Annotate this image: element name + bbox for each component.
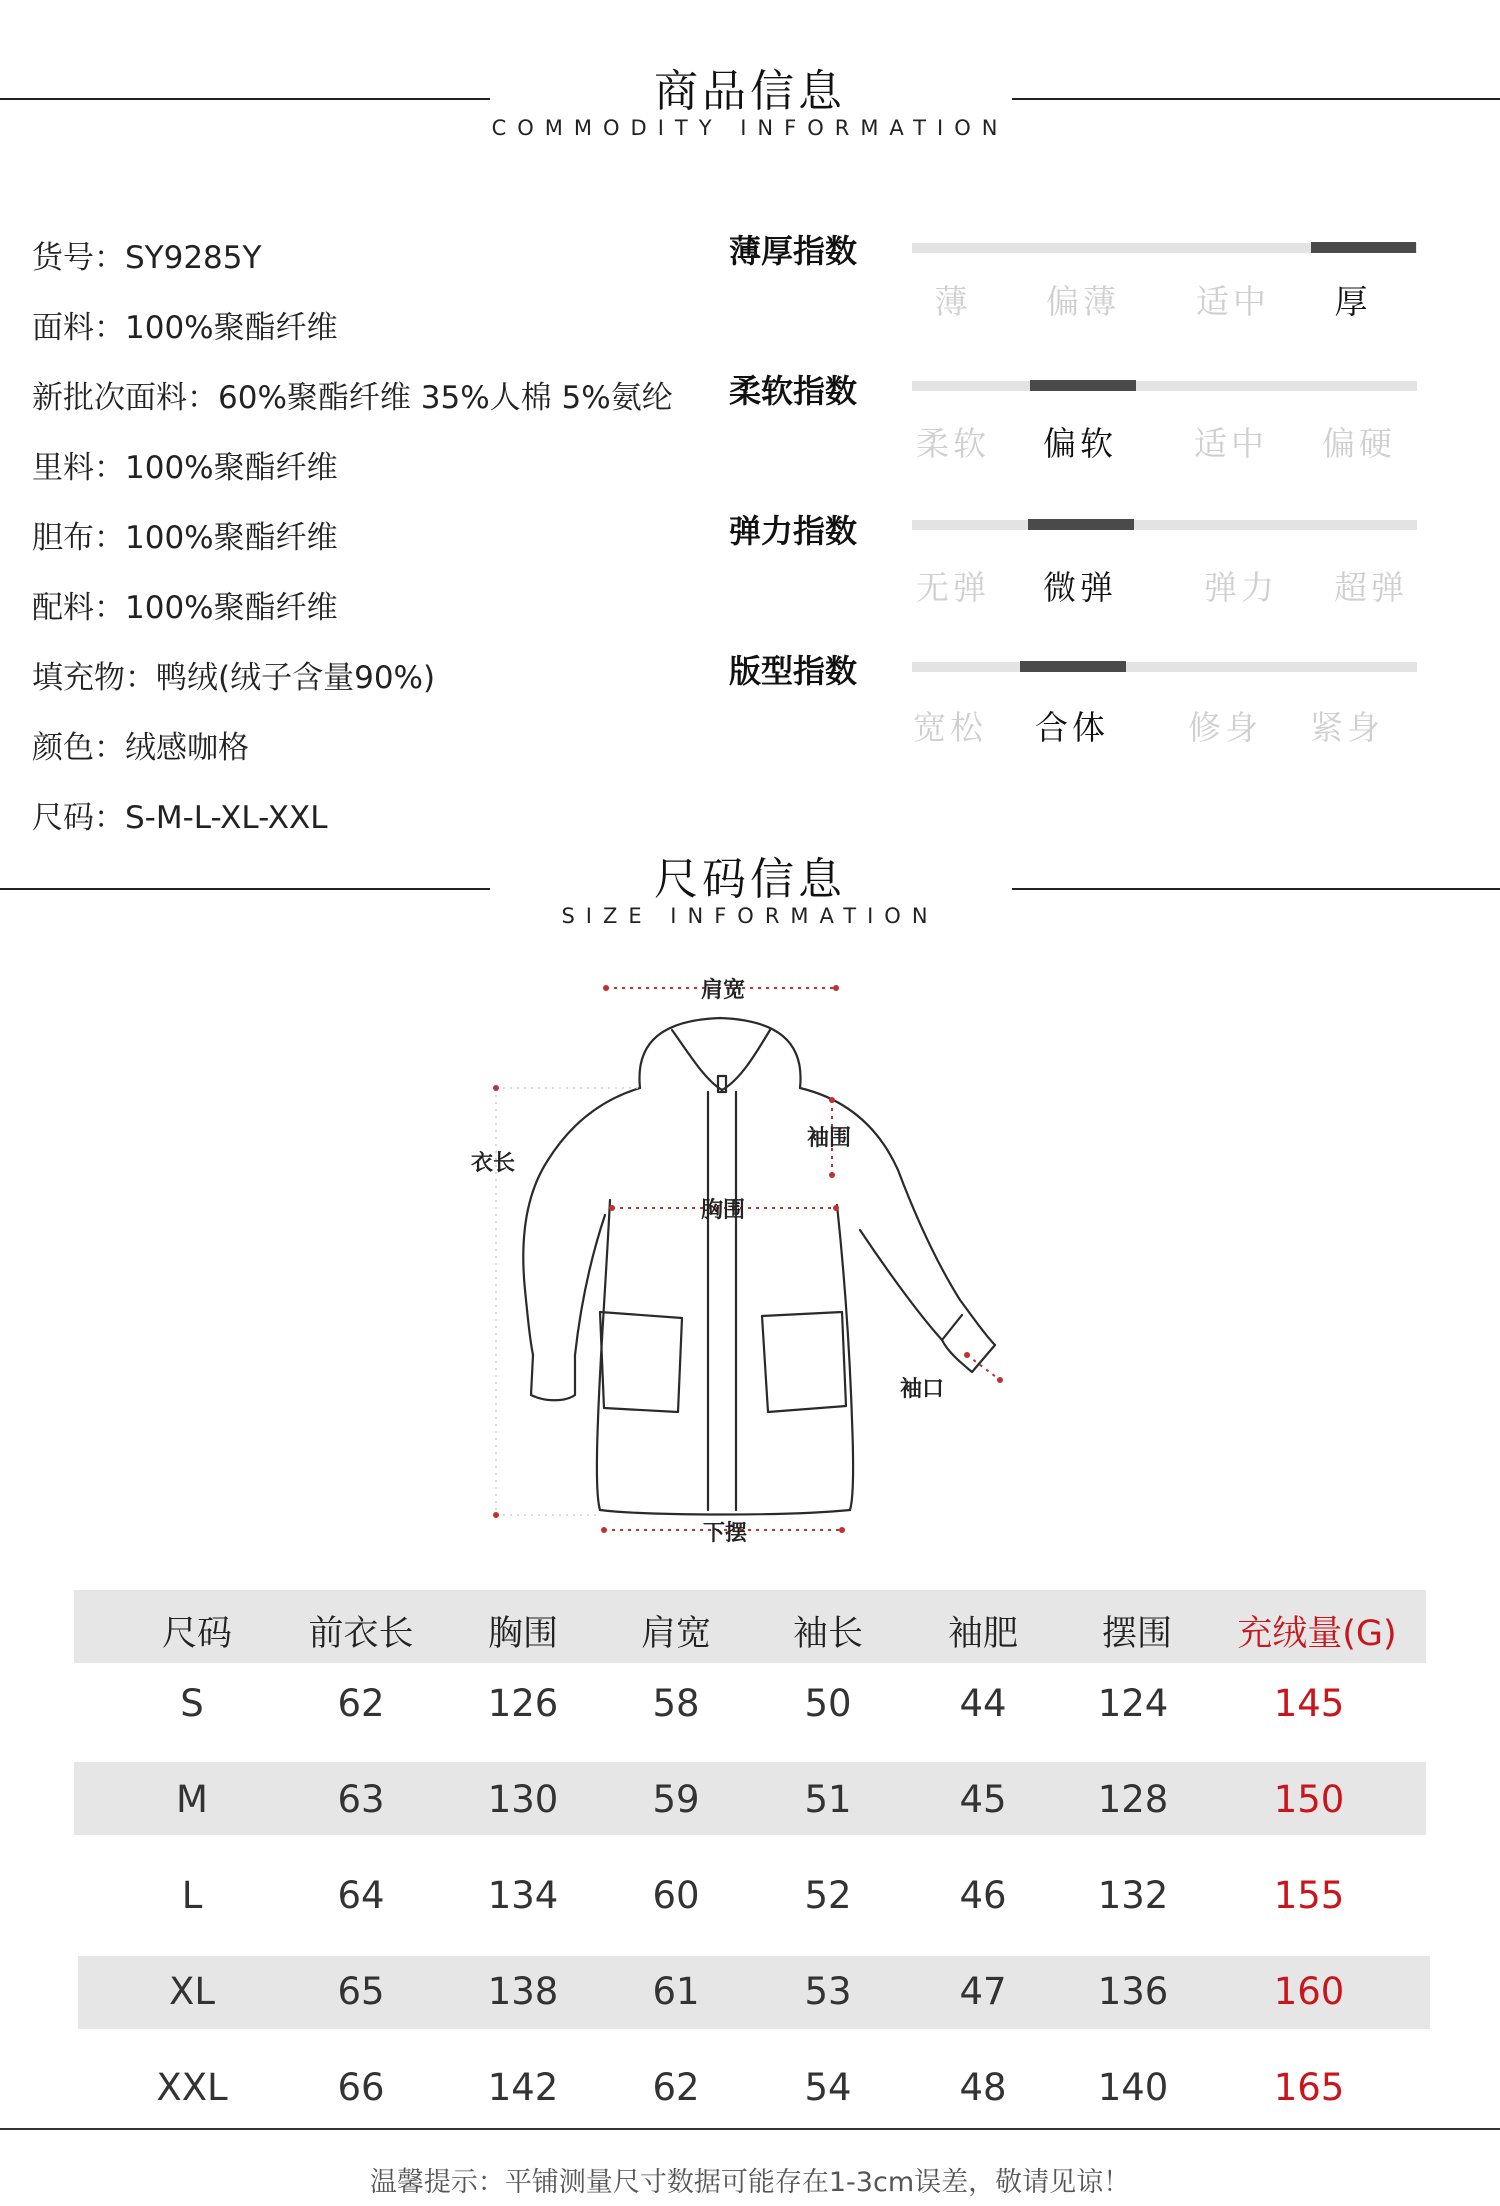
index-option: 偏薄 bbox=[1046, 282, 1120, 321]
table-cell: 62 bbox=[337, 1682, 385, 1725]
spec-item-new-fabric: 新批次面料：60%聚酯纤维 35%人棉 5%氨纶 bbox=[32, 380, 673, 416]
spec-item-color: 颜色：绒感咖格 bbox=[32, 730, 249, 766]
table-cell: 62 bbox=[652, 2066, 700, 2109]
index-label: 弹力指数 bbox=[729, 512, 858, 550]
table-header-cell: 袖长 bbox=[792, 1614, 863, 1654]
diagram-label-chest: 胸围 bbox=[701, 1198, 746, 1223]
table-cell-down-fill: 150 bbox=[1273, 1778, 1345, 1821]
table-cell: 124 bbox=[1097, 1682, 1169, 1725]
diagram-label-cuff: 袖口 bbox=[900, 1377, 945, 1402]
measurement-note: 温馨提示：平铺测量尺寸数据可能存在1-3cm误差，敬请见谅！ bbox=[369, 2167, 1131, 2198]
table-cell: 51 bbox=[804, 1778, 852, 1821]
table-cell-size: XXL bbox=[156, 2066, 228, 2109]
table-cell: 140 bbox=[1097, 2066, 1169, 2109]
table-cell: 63 bbox=[337, 1778, 385, 1821]
table-cell: 59 bbox=[652, 1778, 700, 1821]
table-header-cell: 胸围 bbox=[487, 1614, 558, 1654]
spec-item-lining: 里料：100%聚酯纤维 bbox=[32, 450, 338, 486]
index-option: 修身 bbox=[1188, 708, 1262, 747]
index-option: 紧身 bbox=[1310, 708, 1384, 747]
table-header-cell: 前衣长 bbox=[308, 1614, 414, 1654]
table-header-cell: 肩宽 bbox=[640, 1614, 711, 1654]
size-subtitle: SIZE INFORMATION bbox=[561, 904, 939, 928]
table-header-cell: 尺码 bbox=[161, 1614, 232, 1654]
index-option: 无弹 bbox=[916, 568, 990, 607]
index-label: 版型指数 bbox=[729, 652, 858, 690]
diagram-label-hem: 下摆 bbox=[703, 1521, 748, 1545]
index-option-selected: 偏软 bbox=[1043, 424, 1117, 463]
diagram-label-length: 衣长 bbox=[471, 1151, 516, 1176]
table-cell-down-fill: 155 bbox=[1273, 1874, 1345, 1917]
spec-item-size: 尺码：S-M-L-XL-XXL bbox=[32, 800, 328, 836]
table-cell: 130 bbox=[487, 1778, 559, 1821]
table-cell: 58 bbox=[652, 1682, 700, 1725]
diagram-label-shoulder: 肩宽 bbox=[701, 978, 746, 1003]
table-cell-size: XL bbox=[169, 1970, 215, 2013]
index-option: 超弹 bbox=[1334, 568, 1408, 607]
index-option: 适中 bbox=[1194, 424, 1268, 463]
table-cell: 142 bbox=[487, 2066, 559, 2109]
table-cell: 50 bbox=[804, 1682, 852, 1725]
table-cell: 64 bbox=[337, 1874, 385, 1917]
spec-item-inner-fabric: 胆布：100%聚酯纤维 bbox=[32, 520, 338, 556]
table-cell-down-fill: 145 bbox=[1273, 1682, 1345, 1725]
table-header-cell-down-fill: 充绒量(G) bbox=[1237, 1614, 1397, 1654]
index-option: 适中 bbox=[1196, 282, 1270, 321]
index-marker bbox=[1028, 519, 1134, 530]
index-marker bbox=[1030, 380, 1136, 391]
table-cell-down-fill: 160 bbox=[1273, 1970, 1345, 2013]
index-option: 弹力 bbox=[1204, 568, 1278, 607]
index-option: 宽松 bbox=[913, 708, 987, 747]
jacket-diagram bbox=[440, 965, 1040, 1545]
table-cell: 54 bbox=[804, 2066, 852, 2109]
index-track bbox=[912, 662, 1417, 672]
index-track bbox=[912, 381, 1417, 391]
table-cell: 47 bbox=[959, 1970, 1007, 2013]
table-cell: 128 bbox=[1097, 1778, 1169, 1821]
table-cell-size: L bbox=[181, 1874, 203, 1917]
table-cell: 65 bbox=[337, 1970, 385, 2013]
index-label: 柔软指数 bbox=[729, 372, 858, 410]
table-cell: 45 bbox=[959, 1778, 1007, 1821]
table-bottom-rule bbox=[0, 2128, 1500, 2130]
table-cell: 132 bbox=[1097, 1874, 1169, 1917]
table-cell: 136 bbox=[1097, 1970, 1169, 2013]
table-cell: 52 bbox=[804, 1874, 852, 1917]
commodity-title: 商品信息 bbox=[654, 66, 846, 117]
index-option: 柔软 bbox=[916, 424, 990, 463]
index-option-selected: 厚 bbox=[1334, 282, 1372, 321]
index-option: 偏硬 bbox=[1322, 424, 1396, 463]
index-label: 薄厚指数 bbox=[729, 232, 858, 270]
spec-item-accessories: 配料：100%聚酯纤维 bbox=[32, 590, 338, 626]
table-cell-size: S bbox=[180, 1682, 204, 1725]
table-cell: 61 bbox=[652, 1970, 700, 2013]
index-marker bbox=[1311, 242, 1416, 253]
table-cell: 134 bbox=[487, 1874, 559, 1917]
table-cell: 46 bbox=[959, 1874, 1007, 1917]
table-cell: 44 bbox=[959, 1682, 1007, 1725]
commodity-subtitle: COMMODITY INFORMATION bbox=[491, 116, 1009, 140]
spec-item-product-no: 货号：SY9285Y bbox=[32, 240, 262, 276]
spec-item-fabric: 面料：100%聚酯纤维 bbox=[32, 310, 338, 346]
index-marker bbox=[1020, 661, 1126, 672]
index-option-selected: 微弹 bbox=[1043, 568, 1117, 607]
index-option: 薄 bbox=[934, 282, 972, 321]
table-cell: 126 bbox=[487, 1682, 559, 1725]
diagram-label-sleeve-width: 袖围 bbox=[807, 1126, 852, 1151]
table-cell: 138 bbox=[487, 1970, 559, 2013]
spec-item-filling: 填充物：鸭绒(绒子含量90%) bbox=[32, 660, 436, 696]
table-cell: 60 bbox=[652, 1874, 700, 1917]
index-option-selected: 合体 bbox=[1035, 708, 1109, 747]
table-cell: 66 bbox=[337, 2066, 385, 2109]
table-header-cell: 袖肥 bbox=[947, 1614, 1018, 1654]
table-cell: 53 bbox=[804, 1970, 852, 2013]
size-title: 尺码信息 bbox=[654, 854, 846, 905]
table-cell: 48 bbox=[959, 2066, 1007, 2109]
table-cell-down-fill: 165 bbox=[1273, 2066, 1345, 2109]
table-cell-size: M bbox=[176, 1778, 208, 1821]
index-track bbox=[912, 520, 1417, 530]
table-header-cell: 摆围 bbox=[1101, 1614, 1172, 1654]
